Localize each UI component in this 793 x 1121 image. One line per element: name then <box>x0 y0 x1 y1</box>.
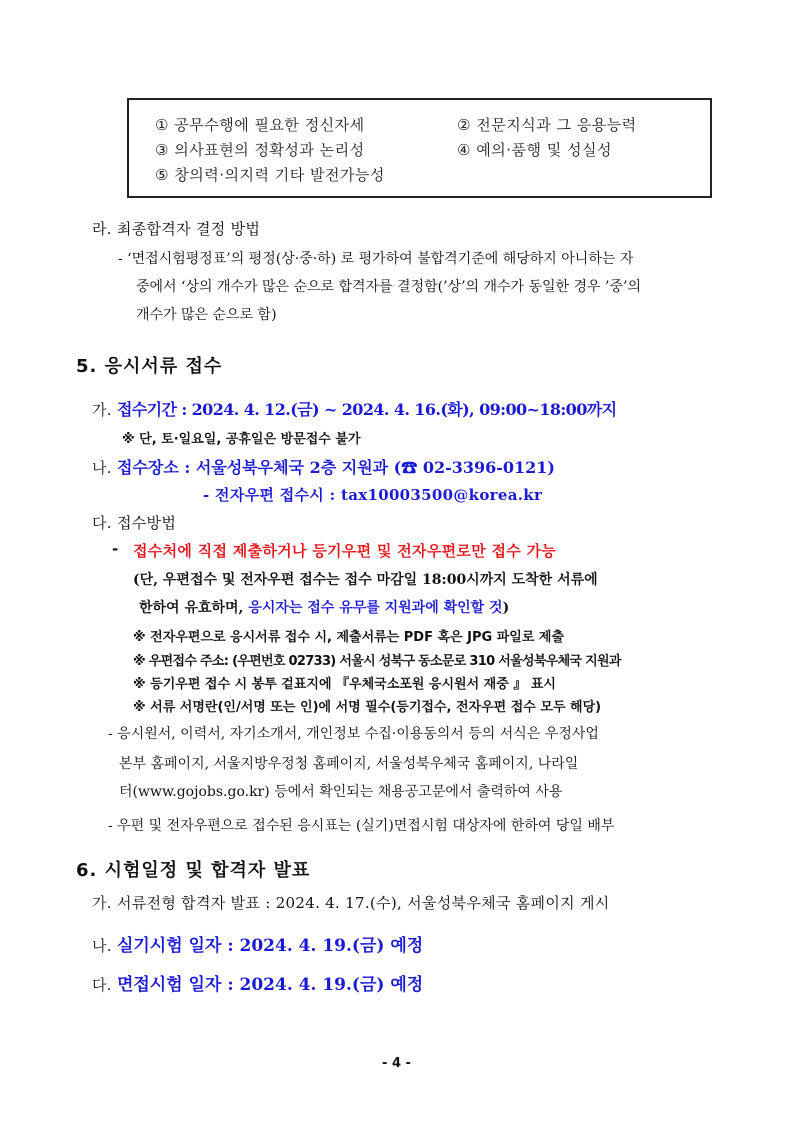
criteria-item-5 <box>155 164 385 185</box>
document-pass-announcement <box>92 892 610 913</box>
practical-exam-date <box>92 931 423 956</box>
item-prefix: 가. <box>92 401 112 419</box>
forms-line-1: - 응시원서, 이력서, 자기소개서, 개인정보 수집·이용동의서 등의 서식은 우정사업 <box>108 726 599 742</box>
reception-location <box>92 455 555 478</box>
confirm-note: 응시자는 접수 유무를 지원과에 확인할 것 <box>248 600 503 616</box>
criteria-text: 공무수행에 필요한 정신자세 <box>174 116 365 134</box>
announcement-text: 서류전형 합격자 발표 : 2024. 4. 17.(수), 서울성북우체국 홈페이지 게시 <box>116 894 610 912</box>
paren-close: ) <box>502 600 510 616</box>
criteria-num: ③ <box>155 141 169 159</box>
criteria-num: ⑤ <box>155 166 169 184</box>
criteria-text: 의사표현의 정확성과 논리성 <box>174 141 365 159</box>
criteria-item-4 <box>457 139 612 160</box>
criteria-num: ① <box>155 116 169 134</box>
item-prefix: 가. <box>92 894 112 912</box>
forms-line-3: 터(www.gojobs.go.kr) 등에서 확인되는 채용공고문에서 출력하여 사용 <box>119 784 563 800</box>
final-decision-line-1: - ‘면접시험평정표’의 평정(상·중·하) 로 평가하여 불합격기준에 해당하지 아니하는 자 <box>118 251 634 267</box>
evaluation-criteria-box <box>127 98 712 198</box>
section-5-title: 5. 응시서류 접수 <box>76 356 223 377</box>
interview-exam-text: 면접시험 일자 : 2024. 4. 19.(금) 예정 <box>116 975 424 995</box>
item-prefix: 다. <box>92 976 112 994</box>
section-6-title: 6. 시험일정 및 합격자 발표 <box>76 860 311 881</box>
method-red-line: 접수처에 직접 제출하거나 등기우편 및 전자우편로만 접수 가능 <box>133 542 557 560</box>
criteria-text: 전문지식과 그 응용능력 <box>476 116 637 134</box>
period-note: ※ 단, 토·일요일, 공휴일은 방문접수 불가 <box>122 432 361 447</box>
practical-exam-text: 실기시험 일자 : 2024. 4. 19.(금) 예정 <box>116 936 424 956</box>
method-paren-line-1: (단, 우편접수 및 전자우편 접수는 접수 마감일 18:00시까지 도착한 서류에 <box>133 572 598 588</box>
period-text: 접수기간 : 2024. 4. 12.(금) ~ 2024. 4. 16.(화), 09:00~18:00까지 <box>116 400 617 419</box>
email-reception: - 전자우편 접수시 : tax10003500@korea.kr <box>203 486 543 504</box>
criteria-text: 예의·품행 및 성실성 <box>476 141 612 159</box>
final-decision-heading: 라. 최종합격자 결정 방법 <box>92 220 261 238</box>
location-text: 접수장소 : 서울성북우체국 2층 지원과 (☎ 02-3396-0121) <box>116 458 556 477</box>
method-note-3: ※ 등기우편 접수 시 봉투 겉표지에 『우체국소포원 응시원서 재중 』 표시 <box>133 677 556 692</box>
method-note-1: ※ 전자우편으로 응시서류 접수 시, 제출서류는 PDF 혹은 JPG 파일로 제출 <box>133 630 565 645</box>
reception-period <box>92 397 616 420</box>
method-note-2: ※ 우편접수 주소: (우편번호 02733) 서울시 성북구 동소문로 310 서울성북우체국 지원과 <box>133 654 621 669</box>
criteria-item-1 <box>155 114 365 135</box>
interview-exam-date <box>92 970 423 995</box>
criteria-item-3 <box>155 139 365 160</box>
criteria-item-2 <box>457 114 637 135</box>
ticket-line: - 우편 및 전자우편으로 접수된 응시표는 (실기)면접시험 대상자에 한하여 당일 배부 <box>108 818 615 834</box>
paren-text: 한하여 유효하며, <box>139 600 249 616</box>
criteria-num: ④ <box>457 141 471 159</box>
item-prefix: 다. <box>92 514 112 532</box>
method-heading: 접수방법 <box>116 514 177 532</box>
final-decision-line-3: 개수가 많은 순으로 함) <box>136 307 277 323</box>
forms-line-2: 본부 홈페이지, 서울지방우정청 홈페이지, 서울성북우체국 홈페이지, 나라일 <box>119 756 579 772</box>
criteria-num: ② <box>457 116 471 134</box>
page-number: - 4 - <box>382 1056 411 1071</box>
item-prefix: 나. <box>92 459 112 477</box>
reception-method-heading <box>92 512 176 533</box>
final-decision-line-2: 중에서 ‘상의 개수가 많은 순으로 합격자를 결정함(’상’의 개수가 동일한 경우 ’중’의 <box>136 279 641 295</box>
criteria-text: 창의력·의지력 기타 발전가능성 <box>174 166 385 184</box>
method-note-4: ※ 서류 서명란(인/서명 또는 인)에 서명 필수(등기접수, 전자우편 접수 모두 해당) <box>133 700 602 715</box>
method-dash: - <box>112 540 119 558</box>
item-prefix: 나. <box>92 937 112 955</box>
method-paren-line-2 <box>139 597 509 617</box>
